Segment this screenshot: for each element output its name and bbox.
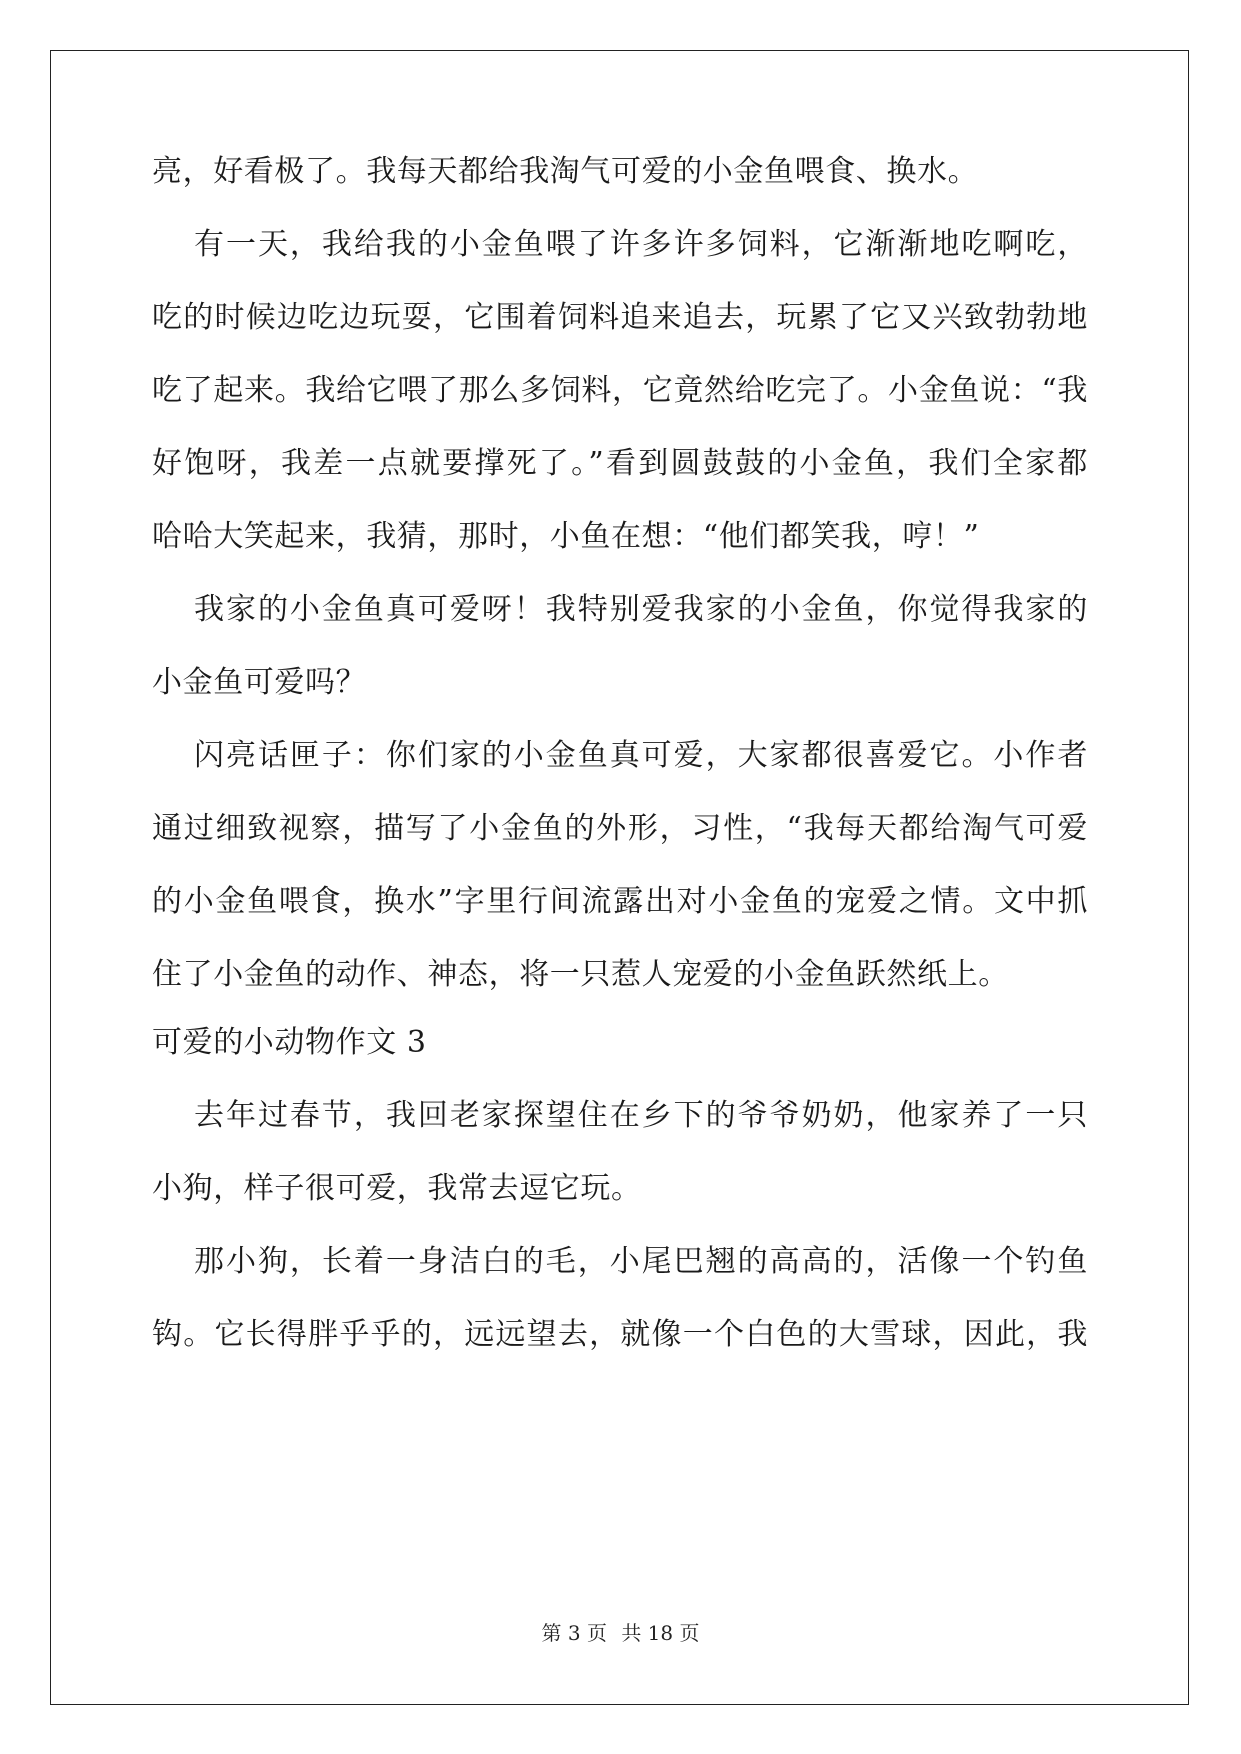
page-number: 第 3 页 [541,1621,607,1645]
paragraph-line: 亮，好看极了。我每天都给我淘气可爱的小金鱼喂食、换水。 [152,154,979,189]
paragraph-line: 通过细致视察，描写了小金鱼的外形，习性，“我每天都给淘气可爱 [152,811,1088,846]
paragraph-line: 我家的小金鱼真可爱呀！我特别爱我家的小金鱼，你觉得我家的 [194,592,1088,627]
paragraph-line: 闪亮话匣子：你们家的小金鱼真可爱，大家都很喜爱它。小作者 [194,738,1088,773]
page-total: 共 18 页 [621,1621,700,1645]
paragraph-line: 住了小金鱼的动作、神态，将一只惹人宠爱的小金鱼跃然纸上。 [152,957,1009,992]
paragraph-line: 去年过春节，我回老家探望住在乡下的爷爷奶奶，他家养了一只 [194,1098,1088,1133]
paragraph-line: 小金鱼可爱吗？ [152,665,367,700]
paragraph-line: 那小狗，长着一身洁白的毛，小尾巴翘的高高的，活像一个钓鱼 [194,1244,1088,1279]
paragraph-line: 有一天，我给我的小金鱼喂了许多许多饲料，它渐渐地吃啊吃， [194,227,1088,262]
paragraph-line: 好饱呀，我差一点就要撑死了。”看到圆鼓鼓的小金鱼，我们全家都 [152,446,1088,481]
page-footer [0,1620,1241,1646]
paragraph-line: 吃的时候边吃边玩耍，它围着饲料追来追去，玩累了它又兴致勃勃地 [152,300,1088,335]
paragraph-line: 钩。它长得胖乎乎的，远远望去，就像一个白色的大雪球，因此，我 [152,1317,1088,1352]
paragraph-line: 的小金鱼喂食，换水”字里行间流露出对小金鱼的宠爱之情。文中抓 [152,884,1088,919]
paragraph-line: 小狗，样子很可爱，我常去逗它玩。 [152,1171,642,1206]
paragraph-line: 吃了起来。我给它喂了那么多饲料，它竟然给吃完了。小金鱼说：“我 [152,373,1088,408]
paragraph-line: 哈哈大笑起来，我猜，那时，小鱼在想：“他们都笑我，哼！” [152,519,980,554]
section-heading: 可爱的小动物作文 3 [152,1025,427,1060]
